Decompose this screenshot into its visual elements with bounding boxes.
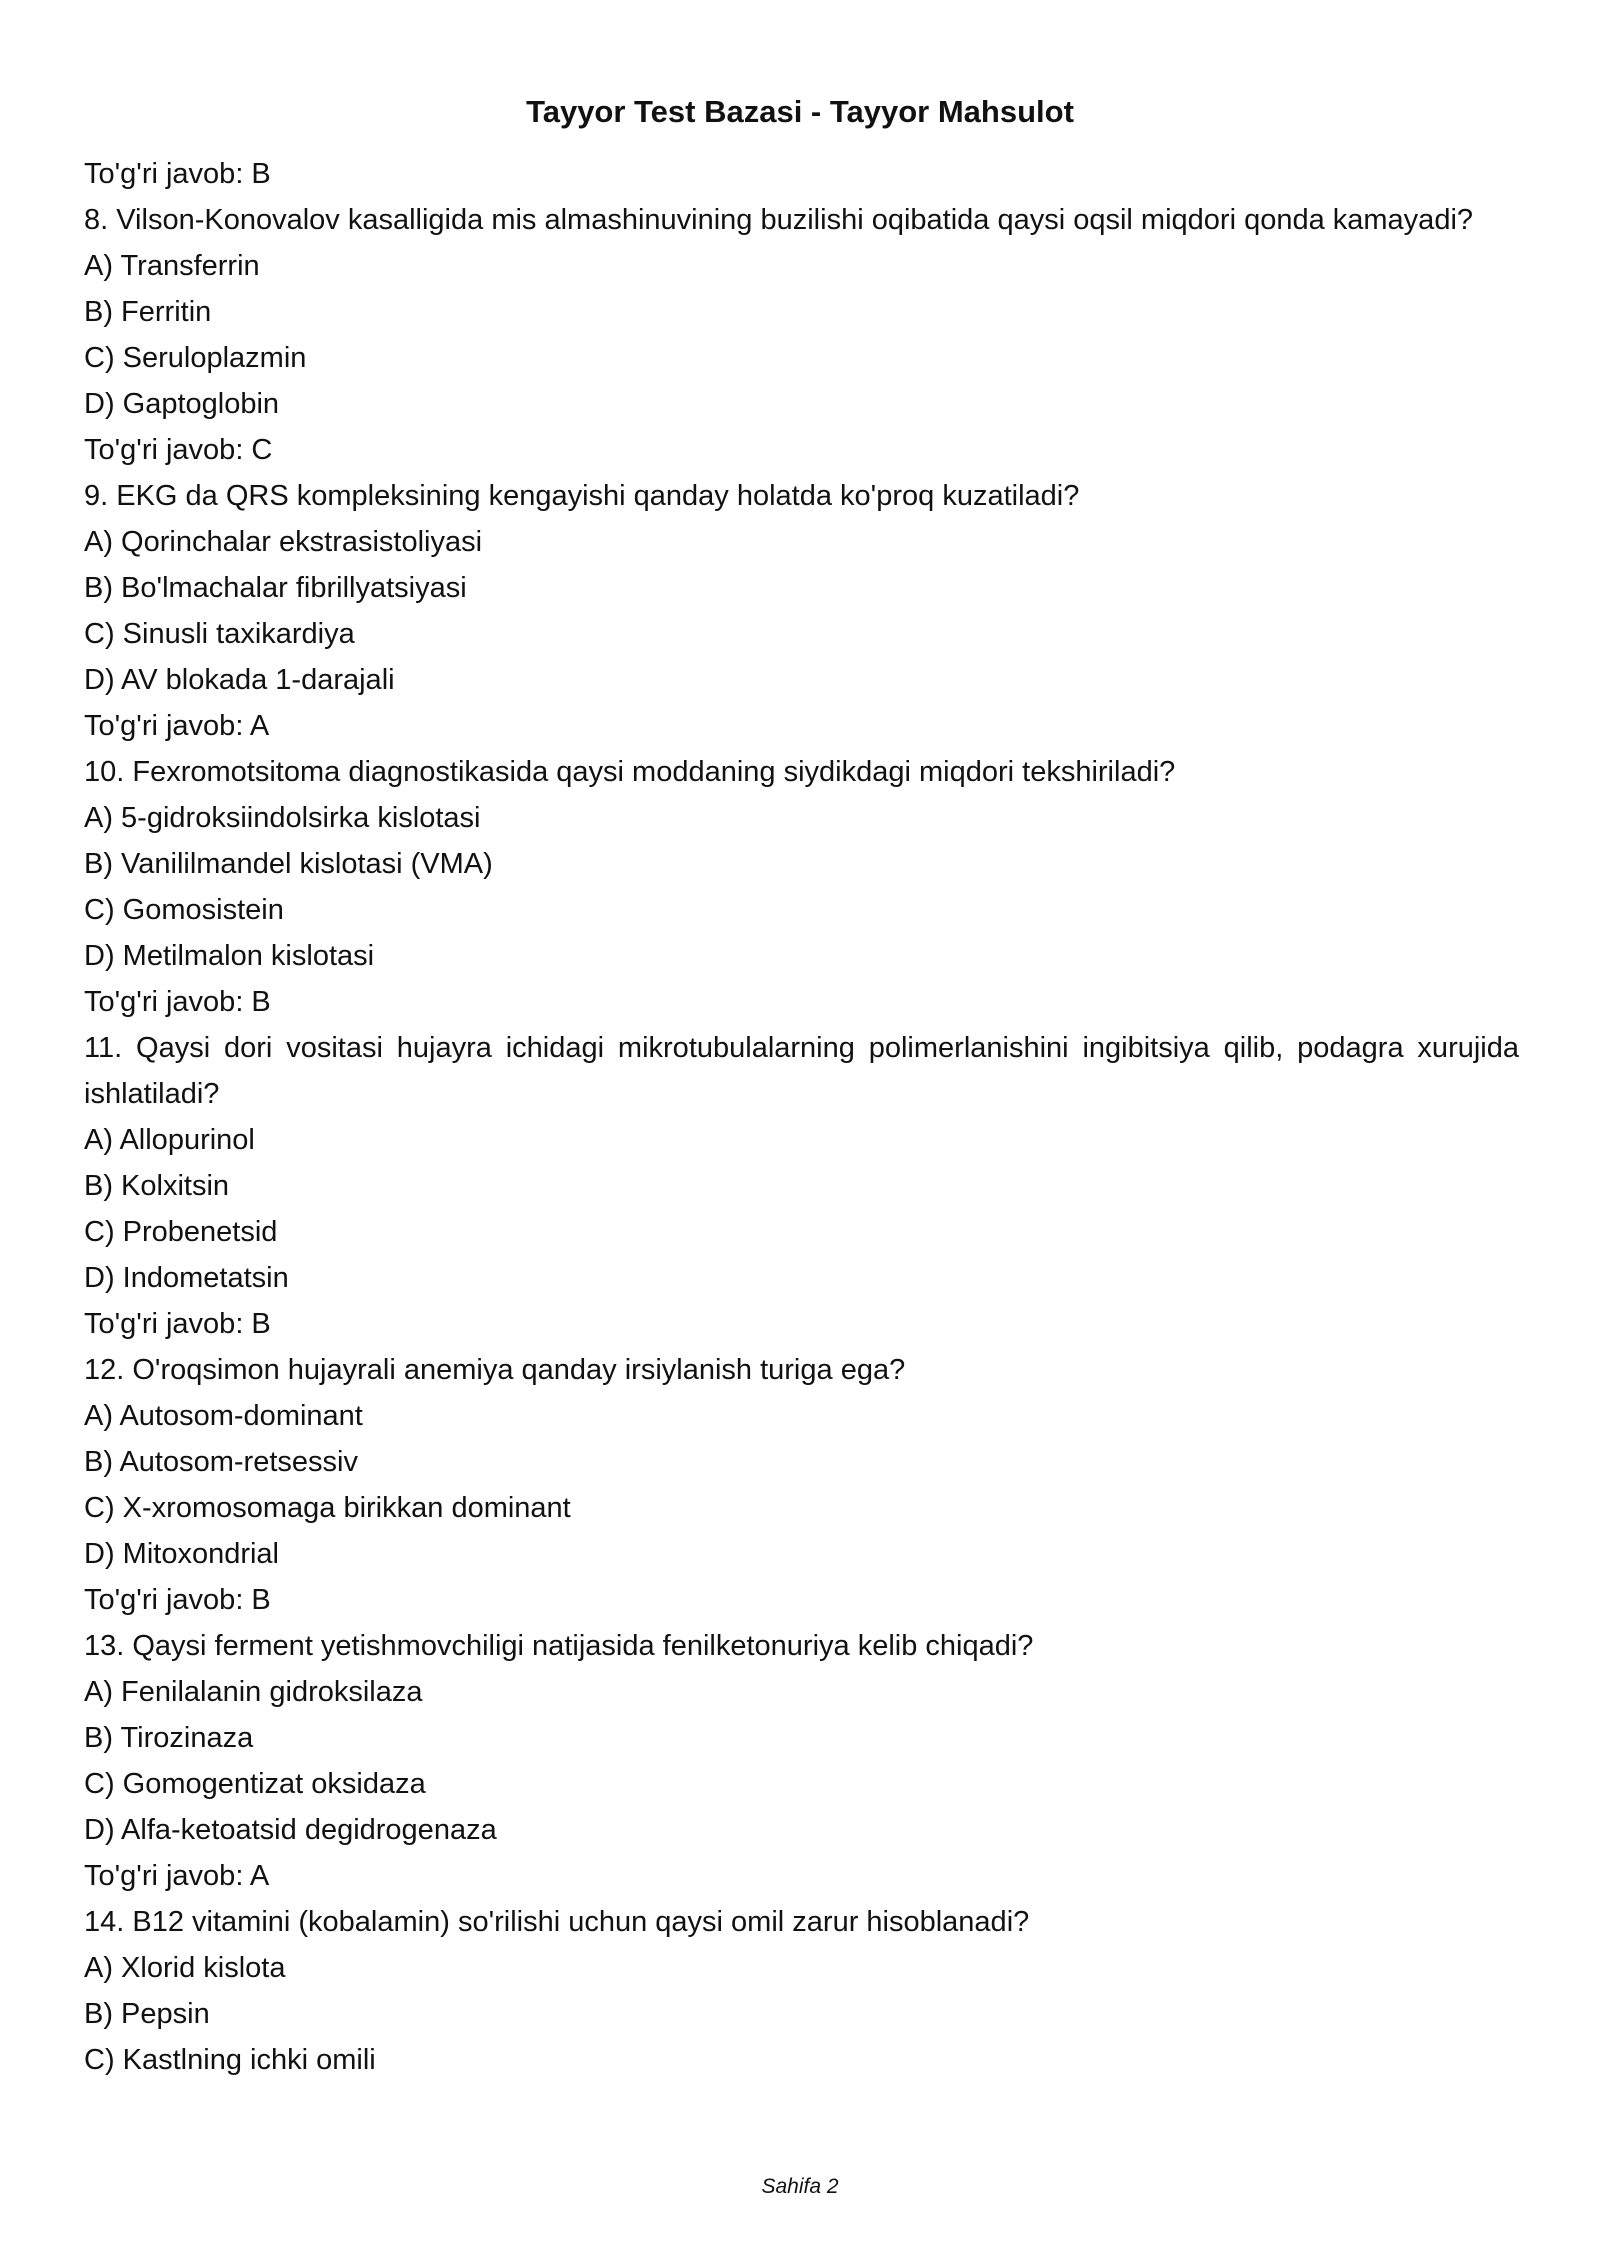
question-line: 9. EKG da QRS kompleksining kengayishi qanday holatda ko'proq kuzatiladi? [84, 480, 1080, 512]
question-line: 11. Qaysi dori vositasi hujayra ichidagi mikrotubulalarning polimerlanishini ingibitsiya qilib, podagra xurujida ishlatiladi? [84, 1032, 1519, 1110]
question-line: 8. Vilson-Konovalov kasalligida mis almashinuvining buzilishi oqibatida qaysi oqsil miqdori qonda kamayadi? [84, 204, 1474, 236]
option-line: A) Autosom-dominant [84, 1400, 363, 1432]
option-line: C) Sinusli taxikardiya [84, 618, 355, 650]
option-line: D) Indometatsin [84, 1262, 289, 1294]
option-line: D) Gaptoglobin [84, 388, 280, 420]
option-line: A) 5-gidroksiindolsirka kislotasi [84, 802, 481, 834]
option-line: C) X-xromosomaga birikkan dominant [84, 1492, 571, 1524]
option-line: A) Xlorid kislota [84, 1952, 286, 1984]
option-line: B) Tirozinaza [84, 1722, 254, 1754]
option-line: B) Pepsin [84, 1998, 210, 2030]
answer-line: To'g'ri javob: B [84, 1308, 271, 1340]
answer-line: To'g'ri javob: A [84, 1860, 270, 1892]
option-line: B) Vanililmandel kislotasi (VMA) [84, 848, 493, 880]
page-number: Sahifa 2 [761, 2175, 839, 2198]
option-line: B) Autosom-retsessiv [84, 1446, 358, 1478]
page-title: Tayyor Test Bazasi - Tayyor Mahsulot [526, 94, 1074, 129]
option-line: C) Probenetsid [84, 1216, 278, 1248]
option-line: D) Mitoxondrial [84, 1538, 279, 1570]
document-body [84, 151, 1519, 2083]
option-line: C) Seruloplazmin [84, 342, 307, 374]
option-line: D) Metilmalon kislotasi [84, 940, 375, 972]
option-line: A) Qorinchalar ekstrasistoliyasi [84, 526, 483, 558]
question-line: 14. B12 vitamini (kobalamin) so'rilishi uchun qaysi omil zarur hisoblanadi? [84, 1906, 1030, 1938]
answer-line: To'g'ri javob: B [84, 158, 271, 190]
question-line: 12. O'roqsimon hujayrali anemiya qanday irsiylanish turiga ega? [84, 1354, 906, 1386]
option-line: B) Ferritin [84, 296, 212, 328]
option-line: A) Fenilalanin gidroksilaza [84, 1676, 423, 1708]
option-line: D) Alfa-ketoatsid degidrogenaza [84, 1814, 497, 1846]
option-line: A) Allopurinol [84, 1124, 255, 1156]
answer-line: To'g'ri javob: C [84, 434, 273, 466]
option-line: D) AV blokada 1-darajali [84, 664, 395, 696]
option-line: C) Kastlning ichki omili [84, 2044, 376, 2076]
option-line: C) Gomogentizat oksidaza [84, 1768, 426, 1800]
option-line: B) Kolxitsin [84, 1170, 230, 1202]
answer-line: To'g'ri javob: B [84, 1584, 271, 1616]
option-line: C) Gomosistein [84, 894, 284, 926]
answer-line: To'g'ri javob: A [84, 710, 270, 742]
option-line: A) Transferrin [84, 250, 260, 282]
answer-line: To'g'ri javob: B [84, 986, 271, 1018]
question-line: 10. Fexromotsitoma diagnostikasida qaysi moddaning siydikdagi miqdori tekshiriladi? [84, 756, 1176, 788]
option-line: B) Bo'lmachalar fibrillyatsiyasi [84, 572, 467, 604]
question-line: 13. Qaysi ferment yetishmovchiligi natijasida fenilketonuriya kelib chiqadi? [84, 1630, 1034, 1662]
